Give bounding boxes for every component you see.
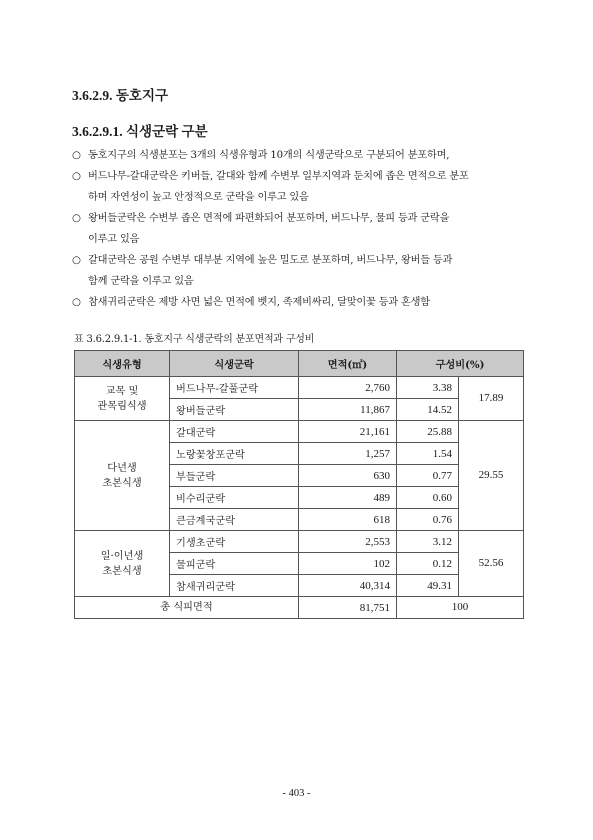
header-community: 식생군락 <box>170 351 299 377</box>
area-cell: 21,161 <box>299 421 397 443</box>
area-cell: 40,314 <box>299 575 397 597</box>
subtotal-ratio-cell: 29.55 <box>459 421 524 531</box>
area-cell: 618 <box>299 509 397 531</box>
community-name-cell: 물피군락 <box>170 553 299 575</box>
area-cell: 489 <box>299 487 397 509</box>
community-name-cell: 버드나무-갈풀군락 <box>170 377 299 399</box>
bullet-list <box>72 145 532 313</box>
community-name-cell: 참새귀리군락 <box>170 575 299 597</box>
bullet-item <box>72 166 532 208</box>
vegetation-type-cell <box>75 377 170 421</box>
table-header-row <box>75 351 524 377</box>
area-cell: 102 <box>299 553 397 575</box>
vegetation-type-line: 교목 및 <box>105 385 139 397</box>
subtotal-ratio-cell: 17.89 <box>459 377 524 421</box>
ratio-cell: 0.12 <box>397 553 459 575</box>
ratio-cell: 3.38 <box>397 377 459 399</box>
community-name-cell: 갈대군락 <box>170 421 299 443</box>
bullet-mark: ○ <box>72 150 81 161</box>
community-name-cell: 비수리군락 <box>170 487 299 509</box>
area-cell: 630 <box>299 465 397 487</box>
total-area-cell: 81,751 <box>299 597 397 619</box>
total-ratio-cell: 100 <box>397 597 524 619</box>
table-caption: 표 3.6.2.9.1-1. 동호지구 식생군락의 분포면적과 구성비 <box>74 334 315 345</box>
bullet-line: 참새귀리군락은 제방 사면 넓은 면적에 벳지, 족제비싸리, 달맞이꽃 등과 혼생함 <box>88 297 430 308</box>
area-cell: 2,553 <box>299 531 397 553</box>
bullet-mark: ○ <box>72 255 81 266</box>
vegetation-type-cell <box>75 531 170 597</box>
community-name-cell: 큰금계국군락 <box>170 509 299 531</box>
vegetation-type-line: 초본식생 <box>102 565 142 577</box>
bullet-line: 왕버들군락은 수변부 좁은 면적에 파편화되어 분포하며, 버드나무, 물피 등과 군락을 <box>88 213 450 224</box>
bullet-line: 함께 군락을 이루고 있음 <box>88 276 194 287</box>
bullet-mark: ○ <box>72 171 81 182</box>
table-row <box>75 421 524 443</box>
bullet-item <box>72 208 532 250</box>
total-row <box>75 597 524 619</box>
vegetation-table <box>74 350 524 619</box>
bullet-line: 동호지구의 식생분포는 3개의 식생유형과 10개의 식생군락으로 구분되어 분포하며, <box>88 150 450 161</box>
ratio-cell: 49.31 <box>397 575 459 597</box>
ratio-cell: 0.77 <box>397 465 459 487</box>
vegetation-type-line: 다년생 <box>107 462 137 474</box>
community-name-cell: 노랑꽃창포군락 <box>170 443 299 465</box>
bullet-mark: ○ <box>72 213 81 224</box>
vegetation-type-line: 초본식생 <box>102 477 142 489</box>
header-ratio: 구성비(%) <box>397 351 524 377</box>
community-name-cell: 부들군락 <box>170 465 299 487</box>
community-name-cell: 왕버들군락 <box>170 399 299 421</box>
ratio-cell: 0.60 <box>397 487 459 509</box>
header-area: 면적(㎡) <box>299 351 397 377</box>
bullet-line: 하며 자연성이 높고 안정적으로 군락을 이루고 있음 <box>88 192 309 203</box>
community-name-cell: 기생초군락 <box>170 531 299 553</box>
section-title: 3.6.2.9. 동호지구 <box>72 88 169 103</box>
ratio-cell: 25.88 <box>397 421 459 443</box>
page-number: - 403 - <box>282 788 311 799</box>
area-cell: 2,760 <box>299 377 397 399</box>
bullet-line: 이루고 있음 <box>88 234 140 245</box>
vegetation-type-line: 일·이년생 <box>100 550 144 562</box>
ratio-cell: 0.76 <box>397 509 459 531</box>
total-label-cell: 총 식피면적 <box>75 597 299 619</box>
bullet-item <box>72 145 532 166</box>
bullet-line: 갈대군락은 공원 수변부 대부분 지역에 높은 밀도로 분포하며, 버드나무, 왕버들 등과 <box>88 255 453 266</box>
ratio-cell: 3.12 <box>397 531 459 553</box>
ratio-cell: 1.54 <box>397 443 459 465</box>
bullet-mark: ○ <box>72 297 81 308</box>
ratio-cell: 14.52 <box>397 399 459 421</box>
vegetation-type-line: 관목림식생 <box>97 400 147 412</box>
table-row <box>75 377 524 399</box>
bullet-item <box>72 292 532 313</box>
header-type: 식생유형 <box>75 351 170 377</box>
area-cell: 11,867 <box>299 399 397 421</box>
vegetation-type-cell <box>75 421 170 531</box>
bullet-line: 버드나무-갈대군락은 키버들, 갈대와 함께 수변부 일부지역과 둔치에 좁은 면적으로 분포 <box>88 171 469 182</box>
table-row <box>75 531 524 553</box>
subtotal-ratio-cell: 52.56 <box>459 531 524 597</box>
subsection-title: 3.6.2.9.1. 식생군락 구분 <box>72 124 208 139</box>
area-cell: 1,257 <box>299 443 397 465</box>
bullet-item <box>72 250 532 292</box>
